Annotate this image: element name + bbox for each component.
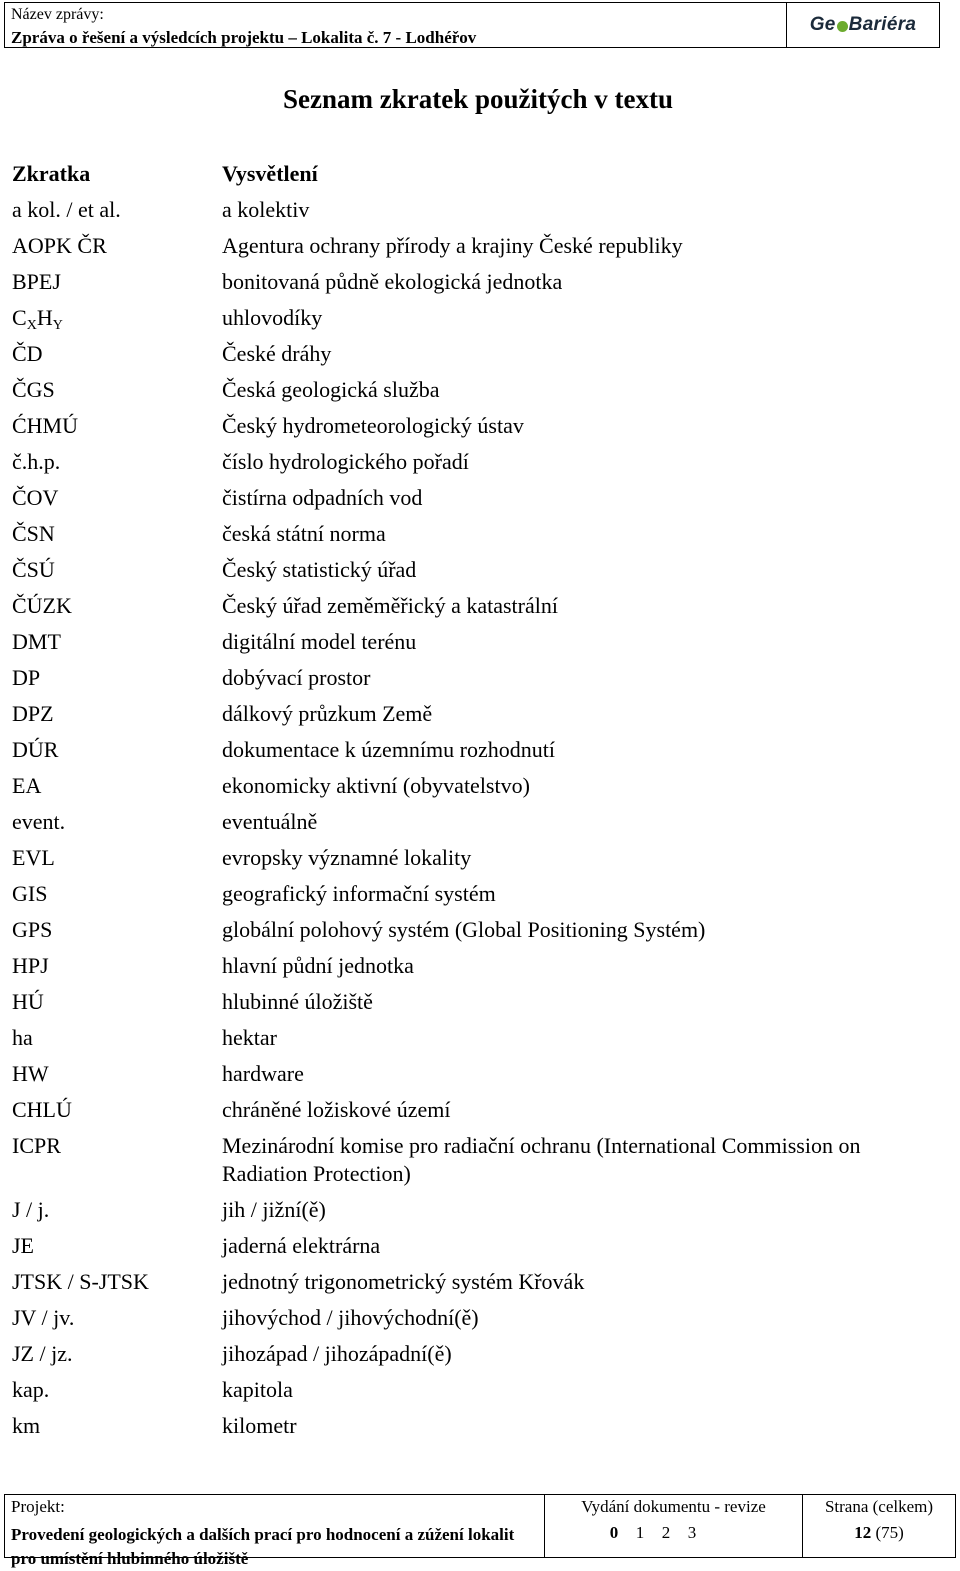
explanation-cell: kilometr [222, 1413, 297, 1438]
table-row [12, 192, 947, 228]
abbreviation-cell: BPEJ [12, 269, 61, 294]
explanation-cell: číslo hydrologického pořadí [222, 449, 469, 474]
column-header-explanation: Vysvětlení [222, 161, 318, 186]
report-title: Zpráva o řešení a výsledcích projektu – Lokalita č. 7 - Lodhéřov [11, 28, 477, 47]
table-row [12, 372, 947, 408]
abbreviation-cell: GPS [12, 917, 53, 942]
abbreviation-cell: JTSK / S-JTSK [12, 1269, 149, 1294]
explanation-cell: uhlovodíky [222, 305, 323, 330]
logo-text-left: Ge [809, 14, 836, 35]
table-row [12, 876, 947, 912]
explanation-cell: digitální model terénu [222, 629, 417, 654]
abbreviation-cell: GIS [12, 881, 48, 906]
table-row [12, 336, 947, 372]
abbreviation-cell: EVL [12, 845, 55, 870]
explanation-cell: České dráhy [222, 341, 332, 366]
abbreviation-cell: ČÚZK [12, 593, 72, 618]
explanation-cell: chráněné ložiskové území [222, 1097, 451, 1122]
report-title-label: Název zprávy: [11, 6, 104, 23]
explanation-cell: jih / jižní(ě) [222, 1197, 326, 1222]
table-row [12, 408, 947, 444]
table-row [12, 1300, 947, 1336]
explanation-cell: eventuálně [222, 809, 318, 834]
table-row [12, 1228, 947, 1264]
table-row [12, 1336, 947, 1372]
revision-number: 0 [609, 1523, 619, 1542]
table-body [12, 192, 947, 1444]
explanation-cell: hlavní půdní jednotka [222, 953, 414, 978]
table-row [12, 444, 947, 480]
abbreviation-cell: ĆHMÚ [12, 413, 79, 438]
table-row [12, 840, 947, 876]
document-footer [4, 1494, 956, 1568]
table-row [12, 516, 947, 552]
explanation-cell: Agentura ochrany přírody a krajiny České republiky [222, 233, 683, 258]
explanation-cell: jihovýchod / jihovýchodní(ě) [222, 1305, 479, 1330]
abbreviation-cell: JV / jv. [12, 1305, 75, 1330]
abbreviation-cell: event. [12, 809, 66, 834]
abbreviation-cell: J / j. [12, 1197, 50, 1222]
abbreviation-cell: ČOV [12, 485, 59, 510]
abbreviation-cell: kap. [12, 1377, 50, 1402]
abbreviation-cell: a kol. / et al. [12, 197, 121, 222]
abbreviation-cell: AOPK ČR [12, 233, 107, 258]
table-row [12, 660, 947, 696]
abbreviation-cell: č.h.p. [12, 449, 61, 474]
table-row [12, 1372, 947, 1408]
explanation-cell: česká státní norma [222, 521, 386, 546]
footer-project [5, 1495, 545, 1568]
explanation-cell: a kolektiv [222, 197, 310, 222]
explanation-cell: bonitovaná půdně ekologická jednotka [222, 269, 563, 294]
table-row [12, 768, 947, 804]
abbreviation-cell: DMT [12, 629, 61, 654]
column-header-abbreviation: Zkratka [12, 161, 91, 186]
abbreviation-cell: JE [12, 1233, 34, 1258]
table-row [12, 732, 947, 768]
report-title-block [5, 3, 787, 47]
explanation-cell: kapitola [222, 1377, 293, 1402]
abbreviation-cell: DP [12, 665, 41, 690]
table-row [12, 264, 947, 300]
footer-page [803, 1495, 955, 1557]
explanation-cell: Český statistický úřad [222, 557, 417, 582]
table-row [12, 1192, 947, 1228]
page-current: 12 [854, 1523, 872, 1542]
table-row [12, 1264, 947, 1300]
explanation-cell: jihozápad / jihozápadní(ě) [222, 1341, 452, 1366]
project-name: Provedení geologických a dalších prací pro hodnocení a zúžení lokalit pro umístění hlubinného úložiště [11, 1525, 515, 1568]
abbreviation-cell: $C_XH_Y$ [12, 305, 63, 333]
abbreviation-cell: CHLÚ [12, 1097, 72, 1122]
explanation-cell: Mezinárodní komise pro radiační ochranu (International Commission on Radiation Protection) [222, 1133, 861, 1186]
logo-text-right: Bariéra [848, 14, 917, 35]
revision-number: 2 [661, 1523, 671, 1542]
company-logo [787, 3, 939, 47]
abbreviation-table [12, 156, 947, 1444]
abbreviation-cell: ČSN [12, 521, 55, 546]
table-row [12, 912, 947, 948]
abbreviation-cell: ČD [12, 341, 43, 366]
explanation-cell: globální polohový systém (Global Positioning Systém) [222, 917, 706, 942]
explanation-cell: dálkový průzkum Země [222, 701, 433, 726]
explanation-cell: evropsky významné lokality [222, 845, 472, 870]
page-label: Strana (celkem) [824, 1497, 934, 1516]
table-row [12, 696, 947, 732]
table-row [12, 300, 947, 336]
abbreviation-cell: DPZ [12, 701, 54, 726]
project-label: Projekt: [11, 1497, 65, 1516]
explanation-cell: hardware [222, 1061, 304, 1086]
table-row [12, 804, 947, 840]
abbreviation-cell: HÚ [12, 989, 44, 1014]
table-row [12, 948, 947, 984]
explanation-cell: hlubinné úložiště [222, 989, 373, 1014]
explanation-cell: jednotný trigonometrický systém Křovák [222, 1269, 585, 1294]
table-row [12, 1092, 947, 1128]
explanation-cell: jaderná elektrárna [222, 1233, 381, 1258]
logo-dot-icon [837, 21, 848, 32]
explanation-cell: geografický informační systém [222, 881, 496, 906]
abbreviation-cell: km [12, 1413, 41, 1438]
abbreviation-cell: HPJ [12, 953, 49, 978]
explanation-cell: čistírna odpadních vod [222, 485, 423, 510]
page-total: (75) [875, 1523, 904, 1542]
table-row [12, 624, 947, 660]
table-row [12, 1128, 947, 1192]
footer-release [545, 1495, 803, 1557]
abbreviation-cell: ICPR [12, 1133, 61, 1158]
table-row [12, 1408, 947, 1444]
explanation-cell: ekonomicky aktivní (obyvatelstvo) [222, 773, 530, 798]
revision-number: 3 [687, 1523, 697, 1542]
page-number [809, 1523, 949, 1543]
explanation-cell: dokumentace k územnímu rozhodnutí [222, 737, 555, 762]
revision-list [551, 1523, 796, 1543]
document-header [4, 2, 940, 48]
abbreviation-cell: ČSÚ [12, 557, 55, 582]
release-label: Vydání dokumentu - revize [581, 1497, 766, 1516]
table-header-row [12, 156, 947, 192]
logo-text [810, 14, 917, 36]
table-row [12, 480, 947, 516]
explanation-cell: Český úřad zeměměřický a katastrální [222, 593, 558, 618]
table-row [12, 984, 947, 1020]
table-row [12, 1056, 947, 1092]
abbreviation-cell: ČGS [12, 377, 55, 402]
page-title: Seznam zkratek použitých v textu [283, 84, 673, 114]
table-row [12, 588, 947, 624]
explanation-cell: hektar [222, 1025, 277, 1050]
explanation-cell: Český hydrometeorologický ústav [222, 413, 524, 438]
table-row [12, 1020, 947, 1056]
revision-number: 1 [635, 1523, 645, 1542]
table-row [12, 228, 947, 264]
abbreviation-cell: ha [12, 1025, 33, 1050]
abbreviation-cell: DÚR [12, 737, 59, 762]
abbreviation-cell: HW [12, 1061, 49, 1086]
abbreviation-cell: JZ / jz. [12, 1341, 73, 1366]
explanation-cell: dobývací prostor [222, 665, 371, 690]
table-row [12, 552, 947, 588]
explanation-cell: Česká geologická služba [222, 377, 440, 402]
abbreviation-cell: EA [12, 773, 42, 798]
